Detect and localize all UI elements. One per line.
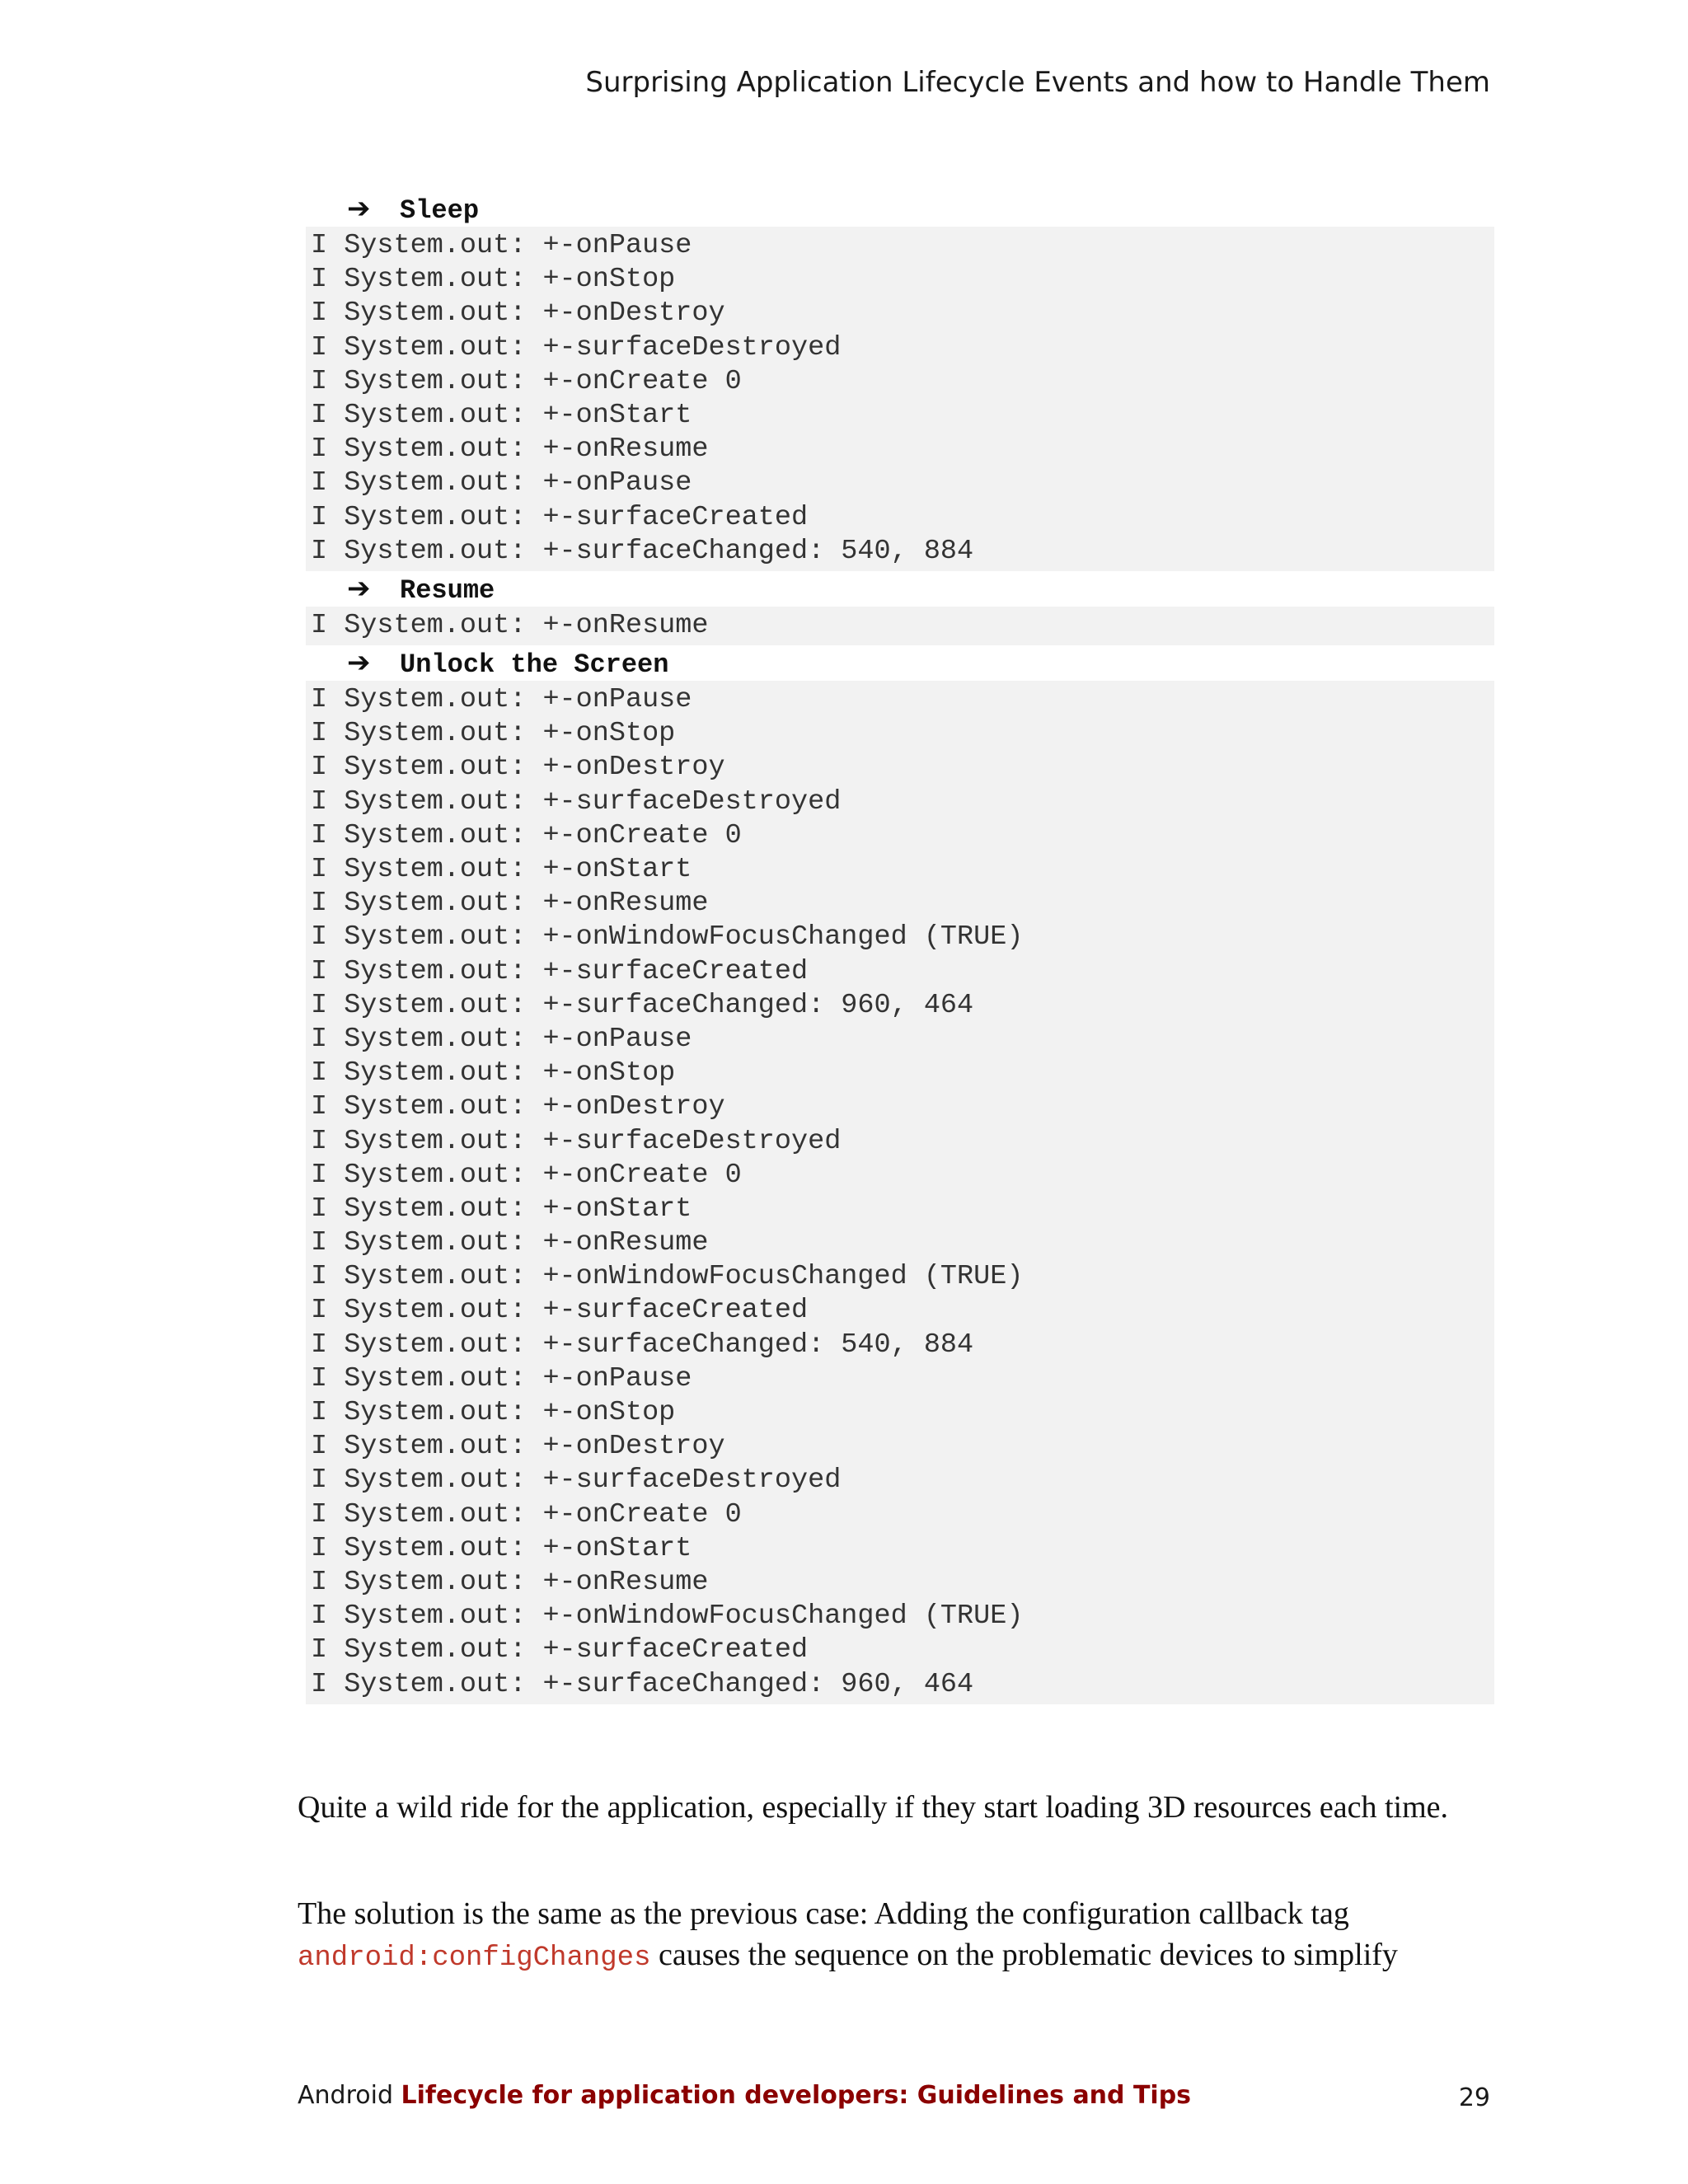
log-line: I System.out: +-surfaceCreated (311, 955, 809, 987)
log-line: I System.out: +-onPause (311, 230, 692, 261)
inline-code: android:configChanges (298, 1943, 651, 1974)
log-line: I System.out: +-surfaceChanged: 960, 464 (311, 1668, 974, 1700)
paragraph-2-text-after: causes the sequence on the problematic devices to simplify (650, 1938, 1398, 1972)
log-line: I System.out: +-onResume (311, 609, 709, 641)
log-line: I System.out: +-onDestroy (311, 1091, 725, 1123)
log-block (306, 681, 1494, 1704)
log-line: I System.out: +-onStart (311, 854, 692, 885)
step-heading (306, 645, 1494, 681)
log-line: I System.out: +-onPause (311, 684, 692, 716)
page-header-title: Surprising Application Lifecycle Events and how to Handle Them (585, 66, 1490, 99)
page-number: 29 (1458, 2083, 1490, 2112)
log-line: I System.out: +-surfaceCreated (311, 1295, 809, 1327)
log-line: I System.out: +-surfaceChanged: 960, 464 (311, 989, 974, 1021)
log-line: I System.out: +-onStop (311, 1057, 676, 1090)
log-line: I System.out: +-onResume (311, 1566, 709, 1598)
step-label: Resume (400, 574, 495, 606)
log-line: I System.out: +-surfaceDestroyed (311, 785, 842, 818)
step-heading (306, 571, 1494, 607)
log-line: I System.out: +-onCreate 0 (311, 1159, 742, 1191)
log-line: I System.out: +-onWindowFocusChanged (TRUE) (311, 921, 1024, 954)
arrow-right-icon: ➔ (347, 646, 371, 680)
arrow-right-icon: ➔ (347, 192, 371, 225)
log-line: I System.out: +-onDestroy (311, 298, 725, 330)
log-line: I System.out: +-surfaceDestroyed (311, 1125, 842, 1157)
paragraph-1: Quite a wild ride for the application, especially if they start loading 3D resources each time. (298, 1790, 1449, 1825)
log-line: I System.out: +-onWindowFocusChanged (TRUE) (311, 1261, 1024, 1293)
log-line: I System.out: +-onStop (311, 1397, 676, 1428)
log-line: I System.out: +-onCreate 0 (311, 365, 742, 397)
paragraph-2-text-before: The solution is the same as the previous case: Adding the configuration callback tag (298, 1896, 1349, 1931)
footer-document-title (298, 2081, 1191, 2110)
log-line: I System.out: +-onResume (311, 888, 709, 920)
log-line: I System.out: +-surfaceCreated (311, 501, 809, 533)
arrow-right-icon: ➔ (347, 571, 371, 605)
log-line: I System.out: +-surfaceDestroyed (311, 1465, 842, 1497)
log-line: I System.out: +-onStop (311, 264, 676, 296)
log-line: I System.out: +-onPause (311, 467, 692, 499)
step-label: Sleep (400, 195, 480, 226)
log-line: I System.out: +-onDestroy (311, 1431, 725, 1463)
step-label: Unlock the Screen (400, 649, 669, 681)
footer-title: Lifecycle for application developers: Guidelines and Tips (401, 2081, 1192, 2110)
log-line: I System.out: +-surfaceChanged: 540, 884 (311, 1329, 974, 1361)
log-line: I System.out: +-surfaceCreated (311, 1634, 809, 1666)
footer-prefix: Android (298, 2081, 401, 2110)
log-line: I System.out: +-onPause (311, 1023, 692, 1055)
log-line: I System.out: +-onCreate 0 (311, 819, 742, 851)
log-line: I System.out: +-onResume (311, 1227, 709, 1259)
log-line: I System.out: +-surfaceDestroyed (311, 331, 842, 363)
log-block (306, 607, 1494, 645)
paragraph-2 (298, 1893, 1501, 1979)
log-line: I System.out: +-onStart (311, 1193, 692, 1225)
log-line: I System.out: +-onDestroy (311, 752, 725, 784)
log-line: I System.out: +-onResume (311, 434, 709, 466)
log-content (306, 191, 1494, 1704)
log-line: I System.out: +-onCreate 0 (311, 1498, 742, 1530)
log-line: I System.out: +-onWindowFocusChanged (TRUE) (311, 1601, 1024, 1633)
log-line: I System.out: +-onStop (311, 718, 676, 750)
log-line: I System.out: +-surfaceChanged: 540, 884 (311, 535, 974, 567)
log-block (306, 227, 1494, 571)
log-line: I System.out: +-onStart (311, 1532, 692, 1564)
log-line: I System.out: +-onPause (311, 1362, 692, 1394)
step-heading (306, 191, 1494, 227)
log-line: I System.out: +-onStart (311, 399, 692, 431)
